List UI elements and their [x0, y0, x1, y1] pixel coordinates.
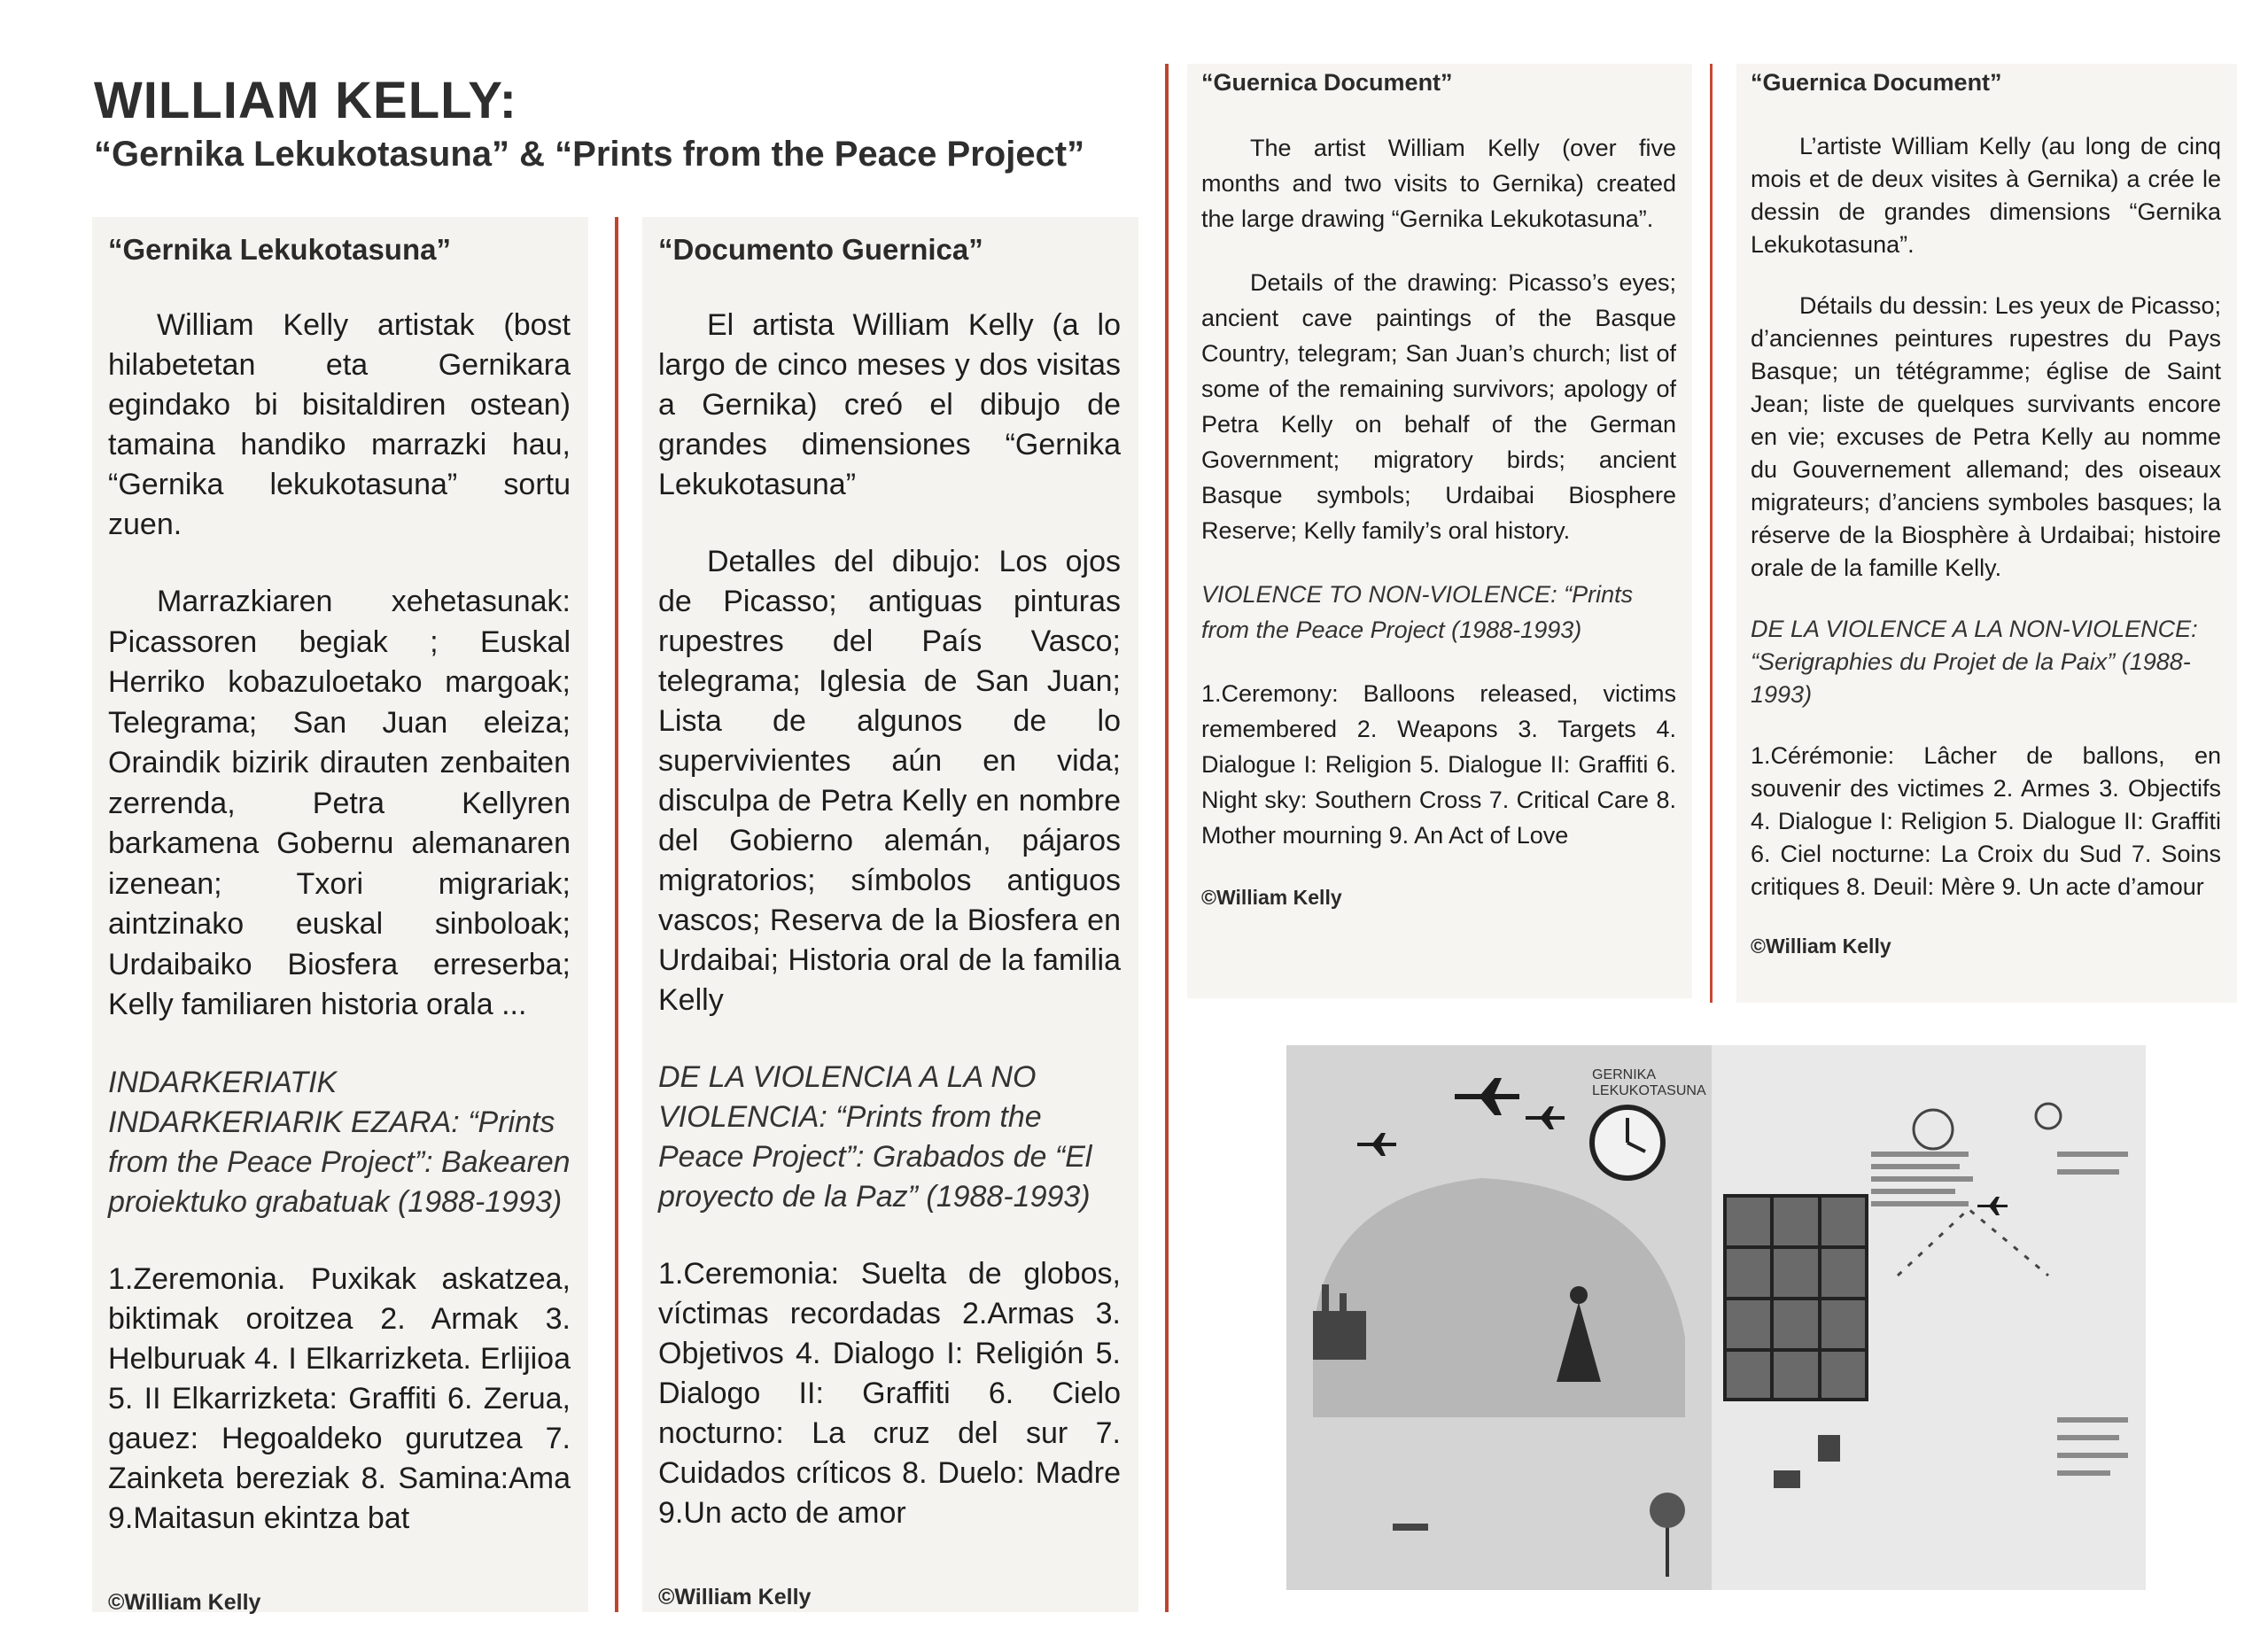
prints-list: 1.Ceremonia: Suelta de globos, víctimas recordadas 2.Armas 3. Objetivos 4. Dialogo I: Religión 5. Dialogo II: Graffiti 6. Cielo nocturno: La cruz del sur 7. Cuidados críticos 8. Duelo: Madre 9.Un acto de amor	[658, 1257, 1121, 1530]
column-heading: “Gernika Lekukotasuna”	[108, 233, 451, 266]
artwork-photo	[1286, 1045, 2146, 1590]
column-heading: “Documento Guernica”	[658, 233, 983, 266]
prints-title: DE LA VIOLENCIA A LA NO VIOLENCIA: “Prints from the Peace Project”: Grabados de “El proyecto de la Paz” (1988-1993)	[658, 1060, 1092, 1214]
intro-paragraph: William Kelly artistak (bost hilabetetan eta Gernikara egindako bi bisitaldiren ostean) tamaina handiko marrazki hau, “Gernika lekukotasuna” sortu zuen.	[108, 308, 571, 541]
copyright: ©William Kelly	[108, 1589, 261, 1615]
details-paragraph: Marrazkiaren xehetasunak: Picassoren begiak ; Euskal Herriko kobazuloetako margoak; Telegrama; San Juan eleiza; Oraindik bizirik dirauten zenbaiten zerrenda, Petra Kellyren barkamena Gobernu alemanaren izenean; Txori migrariak; aintzinako euskal sinboloak; Urdaibaiko Biosfera erreserba; Kelly familiaren historia orala ...	[108, 585, 571, 1021]
prints-list: 1.Ceremony: Balloons released, victims remembered 2. Weapons 3. Targets 4. Dialogue I: Religion 5. Dialogue II: Graffiti 6. Night sky: Southern Cross 7. Critical Care 8. Mother mourning 9. An Act of Love	[1201, 680, 1676, 849]
intro-paragraph: El artista William Kelly (a lo largo de cinco meses y dos visitas a Gernika) creó el dibujo de grandes dimensiones “Gernika Lekukotasuna”	[658, 308, 1121, 501]
details-paragraph: Détails du dessin: Les yeux de Picasso; d’anciennes peintures rupestres du Pays Basque; un tétégramme; église de Saint Jean; liste de quelques survivants encore en vie; excuses de Petra Kelly au nomme du Gouvernement allemand; des oiseaux migrateurs; d’anciens symboles basques; la réserve de la Biosphère à Urdaibai; histoire orale de la famille Kelly.	[1751, 292, 2221, 581]
column-basque	[92, 217, 588, 1615]
prints-title: DE LA VIOLENCE A LA NON-VIOLENCE: “Serigraphies du Projet de la Paix” (1988-1993)	[1751, 616, 2198, 708]
prints-title: INDARKERIATIK INDARKERIARIK EZARA: “Prints from the Peace Project”: Bakearen proiektuko grabatuak (1988-1993)	[108, 1065, 571, 1219]
artwork-label: LEKUKOTASUNA	[1592, 1083, 1706, 1098]
column-divider	[1710, 64, 1713, 1003]
copyright: ©William Kelly	[1201, 886, 1342, 909]
intro-paragraph: The artist William Kelly (over five months and two visits to Gernika) created the large drawing “Gernika Lekukotasuna”.	[1201, 135, 1676, 232]
column-divider	[1165, 64, 1169, 1612]
column-divider	[615, 217, 618, 1612]
intro-paragraph: L’artiste William Kelly (au long de cinq mois et de deux visites à Gernika) a crée le dessin de grandes dimensions “Gernika Lekukotasuna”.	[1751, 133, 2221, 258]
page-title: WILLIAM KELLY:	[94, 72, 517, 129]
copyright: ©William Kelly	[658, 1585, 812, 1609]
copyright: ©William Kelly	[1751, 935, 1891, 958]
column-french	[1736, 64, 2237, 1003]
prints-title: VIOLENCE TO NON-VIOLENCE: “Prints from the Peace Project (1988-1993)	[1201, 581, 1634, 643]
page-subtitle: “Gernika Lekukotasuna” & “Prints from the Peace Project”	[94, 135, 1085, 174]
column-heading: “Guernica Document”	[1201, 69, 1453, 96]
prints-list: 1.Cérémonie: Lâcher de ballons, en souvenir des victimes 2. Armes 3. Objectifs 4. Dialogue I: Religion 5. Dialogue II: Graffiti 6. Ciel nocturne: La Croix du Sud 7. Soins critiques 8. Deuil: Mère 9. Un acte d’amour	[1751, 742, 2221, 900]
column-spanish	[642, 217, 1138, 1612]
prints-list: 1.Zeremonia. Puxikak askatzea, biktimak oroitzea 2. Armak 3. Helburuak 4. I Elkarrizketa. Erlijioa 5. II Elkarrizketa: Graffiti 6. Zerua, gauez: Hegoaldeko gurutzea 7. Zainketa bereziak 8. Samina:Ama 9.Maitasun ekintza bat	[108, 1261, 571, 1535]
column-english	[1187, 64, 1692, 998]
artwork-label: GERNIKA	[1592, 1067, 1657, 1082]
details-paragraph: Detalles del dibujo: Los ojos de Picasso; antiguas pinturas rupestres del País Vasco; telegrama; Iglesia de San Juan; Lista de algunos de lo supervivientes aún en vida; disculpa de Petra Kelly en nombre del Gobierno alemán, pájaros migratorios; símbolos antiguos vascos; Reserva de la Biosfera en Urdaibai; Historia oral de la familia Kelly	[658, 545, 1121, 1017]
column-heading: “Guernica Document”	[1751, 69, 2002, 96]
details-paragraph: Details of the drawing: Picasso’s eyes; ancient cave paintings of the Basque Country, telegram; San Juan’s church; list of some of the remaining survivors; apology of Petra Kelly on behalf of the German Government; migratory birds; ancient Basque symbols; Urdaibai Biosphere Reserve; Kelly family’s oral history.	[1201, 269, 1676, 544]
artwork-drawing	[1286, 1045, 2146, 1590]
window-grid	[1725, 1196, 1867, 1400]
